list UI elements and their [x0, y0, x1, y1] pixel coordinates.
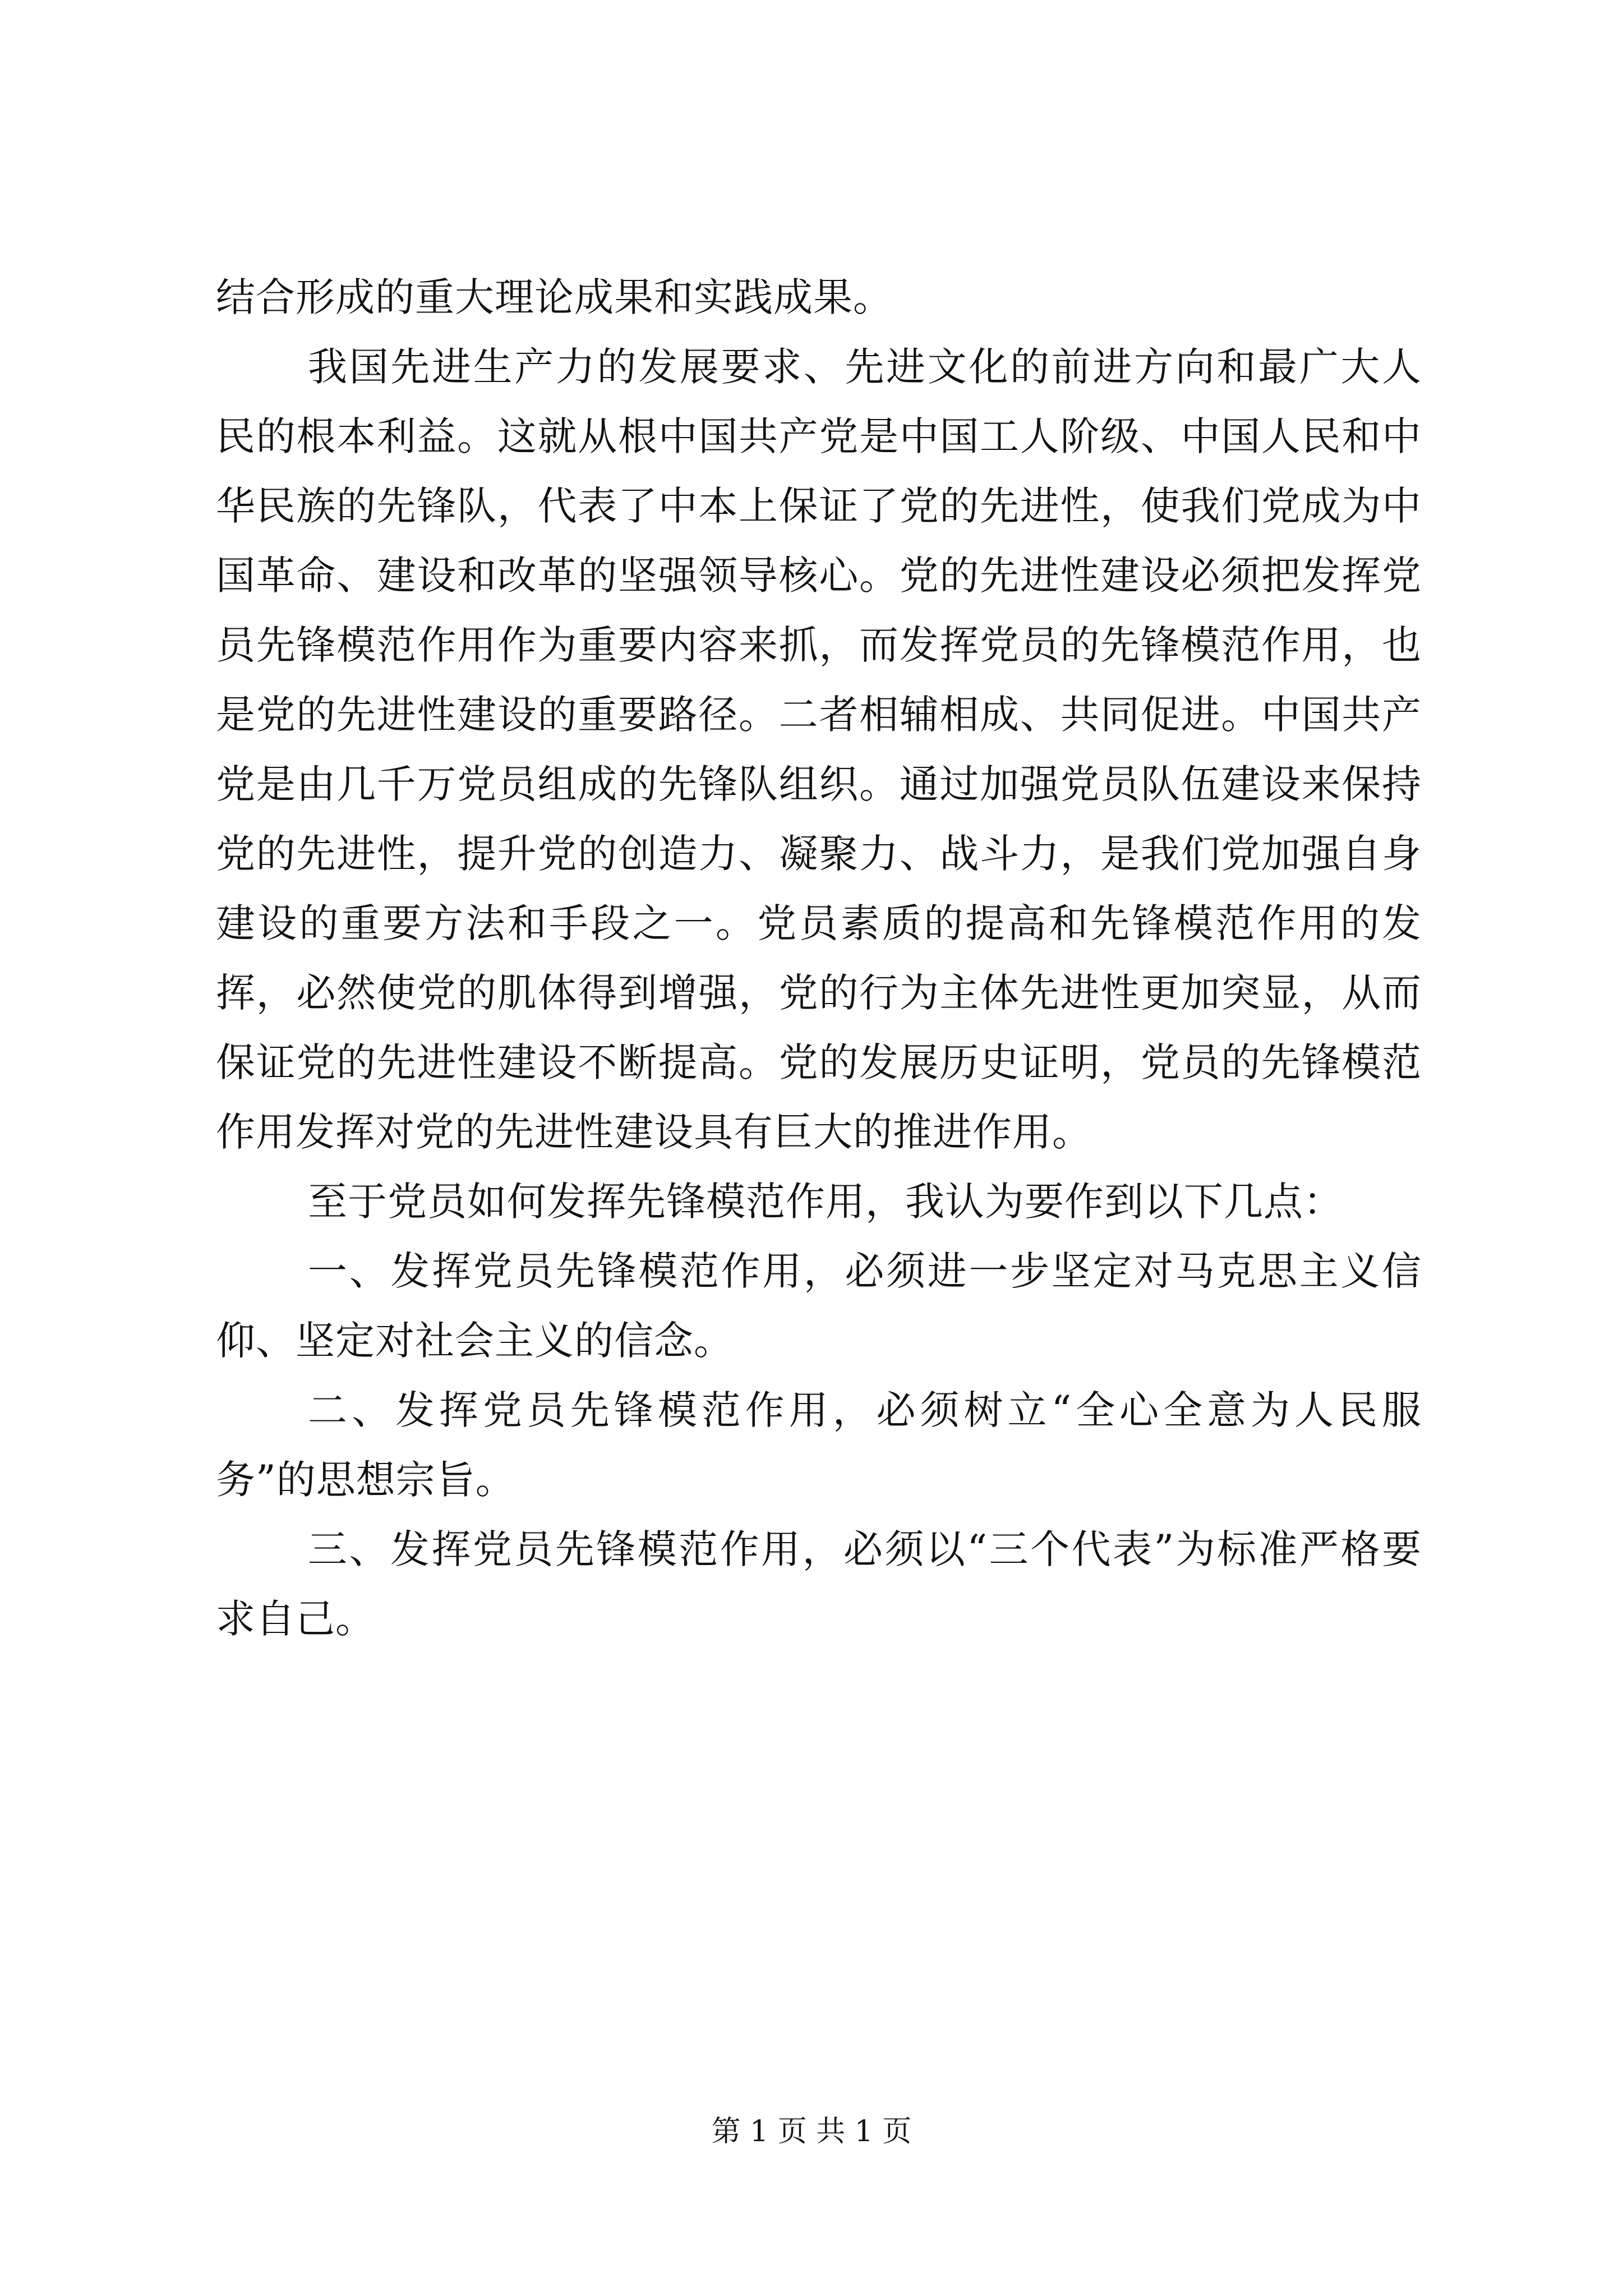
paragraph-continuation: 结合形成的重大理论成果和实践成果。 [216, 274, 893, 320]
paragraph-point-two: 二、发挥党员先锋模范作用，必须树立“全心全意为人民服务”的思想宗旨。 [216, 1387, 1422, 1503]
paragraph-advancedness: 我国先进生产力的发展要求、先进文化的前进方向和最广大人民的根本利益。这就从根中国共产党是中国工人阶级、中国人民和中华民族的先锋队，代表了中本上保证了党的先进性，使我们党成为中国革命、建设和改革的坚强领导核心。党的先进性建设必须把发挥党员先锋模范作用作为重要内容来抓，而发挥党员的先锋模范作用，也是党的先进性建设的重要路径。二者相辅相成、共同促进。中国共产党是由几千万党员组成的先锋队组织。通过加强党员队伍建设来保持党的先进性，提升党的创造力、凝聚力、战斗力，是我们党加强自身建设的重要方法和手段之一。党员素质的提高和先锋模范作用的发挥，必然使党的肌体得到增强，党的行为主体先进性更加突显，从而保证党的先进性建设不断提高。党的发展历史证明，党员的先锋模范作用发挥对党的先进性建设具有巨大的推进作用。 [216, 344, 1422, 1155]
document-body [216, 263, 1422, 1654]
page-footer: 第 1 页 共 1 页 [711, 2115, 912, 2148]
paragraph-intro-points: 至于党员如何发挥先锋模范作用，我认为要作到以下几点： [308, 1179, 1343, 1225]
paragraph-point-three: 三、发挥党员先锋模范作用，必须以“三个代表”为标准严格要求自己。 [216, 1526, 1422, 1642]
paragraph-point-one: 一、发挥党员先锋模范作用，必须进一步坚定对马克思主义信仰、坚定对社会主义的信念。 [216, 1248, 1422, 1364]
